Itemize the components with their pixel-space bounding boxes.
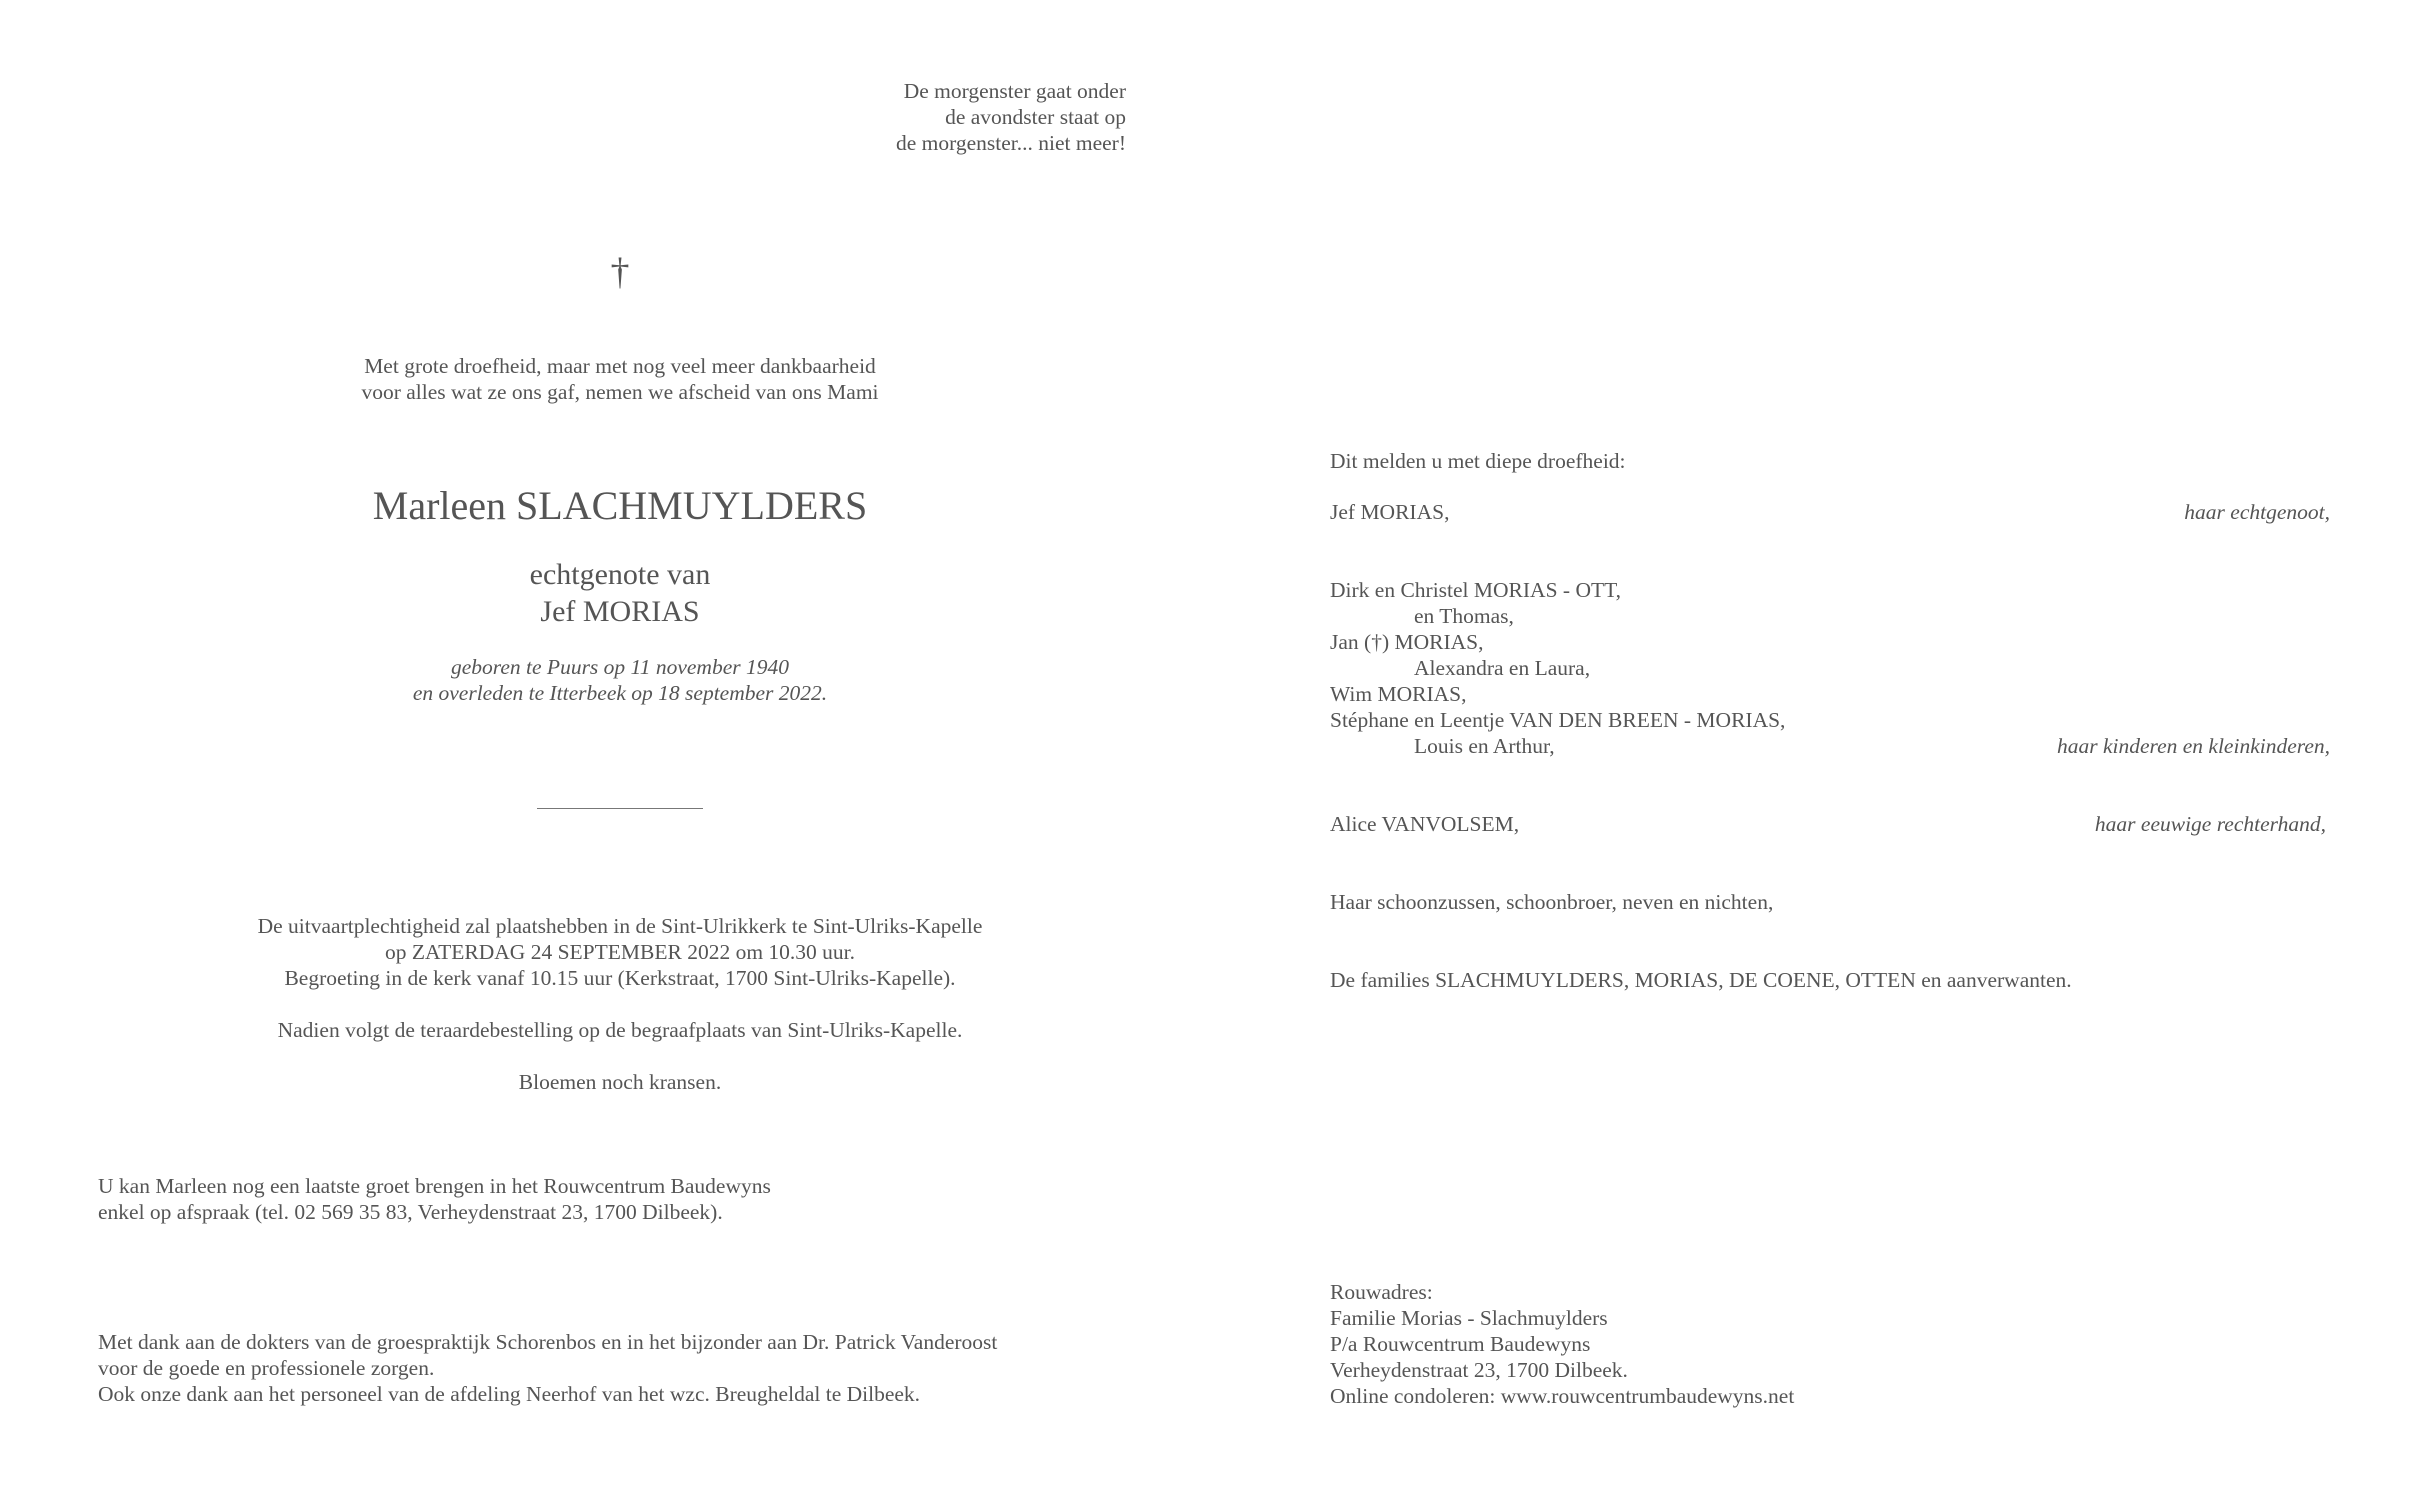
poem-line: de morgenster... niet meer! [895, 131, 1126, 155]
address-line: Verheydenstraat 23, 1700 Dilbeek. [1330, 1358, 1628, 1382]
family-line: en Thomas, [1414, 604, 1514, 628]
children-block [1330, 577, 2330, 759]
family-line: Jan (†) MORIAS, [1330, 630, 1484, 654]
intro-line: voor alles wat ze ons gaf, nemen we afscheid van ons Mami [361, 380, 879, 404]
inlaws-line: Haar schoonzussen, schoonbroer, neven en nichten, [1330, 890, 1774, 914]
death-line: en overleden te Itterbeek op 18 september 2022. [412, 681, 828, 705]
thanks-line: Met dank aan de dokters van de groespraktijk Schorenbos en in het bijzonder aan Dr. Patrick Vanderoost [98, 1330, 998, 1354]
poem-line: de avondster staat op [945, 105, 1126, 129]
thanks-note [98, 1329, 1198, 1407]
poem-line: De morgenster gaat onder [903, 79, 1126, 103]
funeral-details [160, 913, 1080, 1095]
funeral-line: De uitvaartplechtigheid zal plaatshebben in de Sint-Ulrikkerk te Sint-Ulriks-Kapelle [257, 914, 983, 938]
helper-name: Alice VANVOLSEM, [1330, 812, 1520, 836]
family-line: Wim MORIAS, [1330, 682, 1467, 706]
address-line: Rouwadres: [1330, 1280, 1433, 1304]
opening-poem [780, 78, 1126, 156]
mourning-address [1330, 1279, 1794, 1409]
spouse-block [420, 556, 820, 630]
husband-name: Jef MORIAS, [1330, 500, 1450, 524]
address-line: Familie Morias - Slachmuylders [1330, 1306, 1608, 1330]
cross-icon: † [610, 251, 630, 293]
visit-line: enkel op afspraak (tel. 02 569 35 83, Verheydenstraat 23, 1700 Dilbeek). [98, 1200, 723, 1224]
address-line: Online condoleren: www.rouwcentrumbaudewyns.net [1330, 1384, 1795, 1408]
family-line: Alexandra en Laura, [1414, 656, 1591, 680]
families-line: De families SLACHMUYLDERS, MORIAS, DE COENE, OTTEN en aanverwanten. [1330, 968, 2072, 992]
visit-info [98, 1173, 998, 1225]
burial-line: Nadien volgt de teraardebestelling op de begraafplaats van Sint-Ulriks-Kapelle. [277, 1018, 963, 1042]
funeral-line: Begroeting in de kerk vanaf 10.15 uur (Kerkstraat, 1700 Sint-Ulriks-Kapelle). [284, 966, 956, 990]
thanks-line: Ook onze dank aan het personeel van de afdeling Neerhof van het wzc. Breugheldal te Dilbeek. [98, 1382, 921, 1406]
intro-line: Met grote droefheid, maar met nog veel meer dankbaarheid [364, 354, 876, 378]
spouse-label: echtgenote van [529, 558, 711, 591]
announcement-heading: Dit melden u met diepe droefheid: [1330, 449, 1626, 473]
address-line: P/a Rouwcentrum Baudewyns [1330, 1332, 1591, 1356]
children-role: haar kinderen en kleinkinderen, [2056, 734, 2330, 758]
life-dates [320, 654, 920, 706]
birth-line: geboren te Puurs op 11 november 1940 [451, 655, 789, 679]
husband-role: haar echtgenoot, [2184, 500, 2330, 524]
family-line: Dirk en Christel MORIAS - OTT, [1330, 578, 1622, 602]
visit-line: U kan Marleen nog een laatste groet brengen in het Rouwcentrum Baudewyns [98, 1174, 771, 1198]
thanks-line: voor de goede en professionele zorgen. [98, 1356, 435, 1380]
helper-row [1330, 811, 2326, 837]
spouse-name: Jef MORIAS [540, 595, 700, 628]
funeral-line: op ZATERDAG 24 SEPTEMBER 2022 om 10.30 uur. [384, 940, 856, 964]
divider [537, 808, 703, 809]
intro-text [320, 353, 920, 405]
family-line: Louis en Arthur, [1414, 734, 1555, 758]
flowers-line: Bloemen noch kransen. [518, 1070, 722, 1094]
family-line: Stéphane en Leentje VAN DEN BREEN - MORIAS, [1330, 708, 1786, 732]
helper-role: haar eeuwige rechterhand, [2094, 812, 2326, 836]
husband-row [1330, 499, 2330, 525]
deceased-name: Marleen SLACHMUYLDERS [372, 483, 868, 528]
